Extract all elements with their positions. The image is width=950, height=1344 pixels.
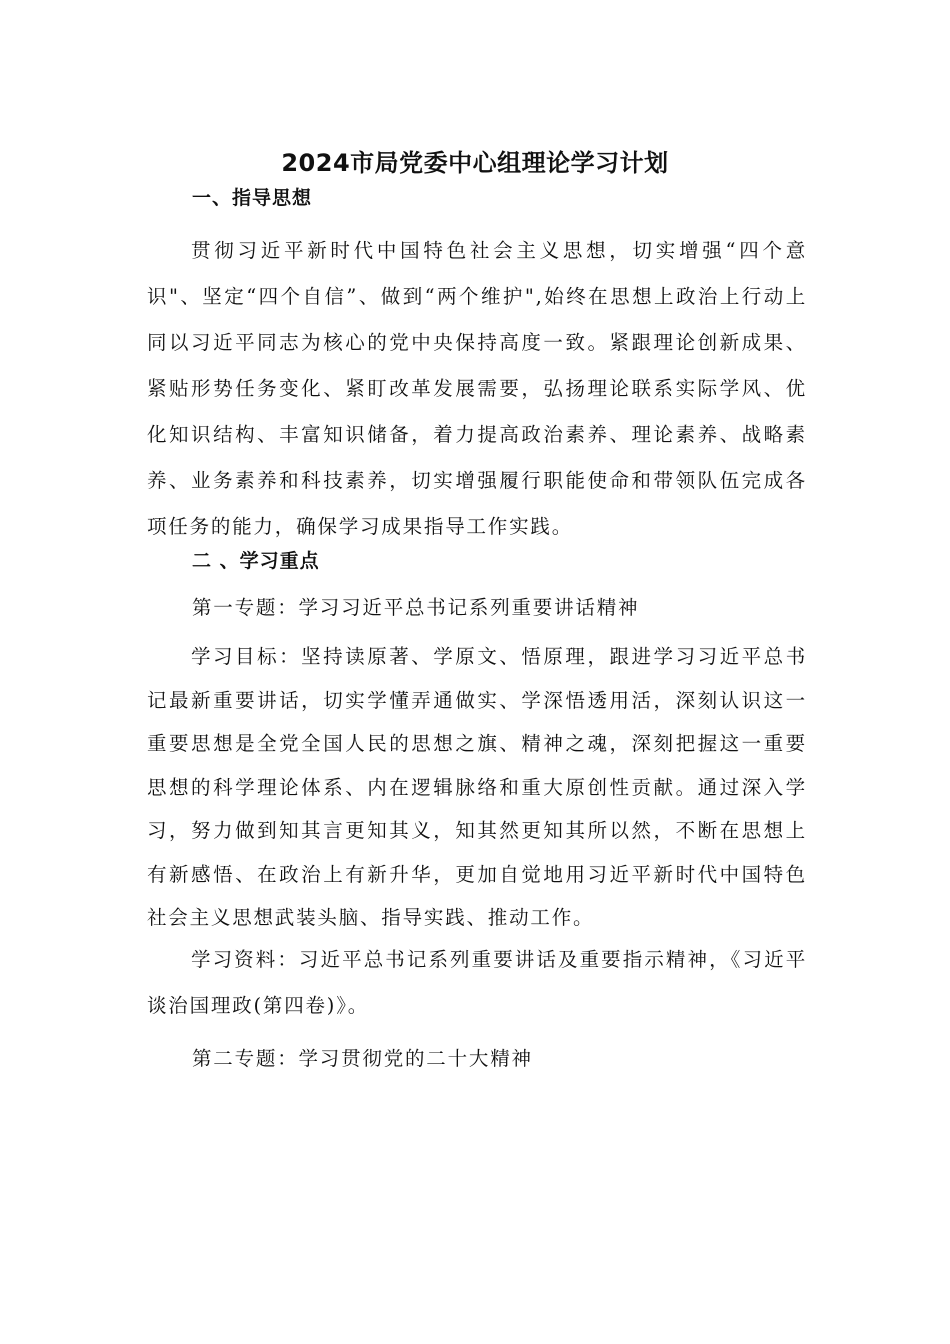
section-heading-guiding-ideology: 一、指导思想 <box>192 187 313 209</box>
guiding-ideology-paragraph: 贯彻习近平新时代中国特色社会主义思想，切实增强“四个意识"、坚定“四个自信”、做到“两个维护",始终在思想上政治上行动上同以习近平同志为核心的党中央保持高度一致。紧跟理论创新成果、紧贴形势任务变化、紧盯改革发展需要，弘扬理论联系实际学风、优化知识结构、丰富知识储备，着力提高政治素养、理论素养、战略素养、业务素养和科技素养，切实增强履行职能使命和带领队伍完成各项任务的能力，确保学习成果指导工作实践。 <box>147 239 807 538</box>
topic-1-goal-paragraph: 学习目标：坚持读原著、学原文、悟原理，跟进学习习近平总书记最新重要讲话，切实学懂弄通做实、学深悟透用活，深刻认识这一重要思想是全党全国人民的思想之旗、精神之魂，深刻把握这一重要思想的科学理论体系、内在逻辑脉络和重大原创性贡献。通过深入学习，努力做到知其言更知其义，知其然更知其所以然，不断在思想上有新感悟、在政治上有新升华，更加自觉地用习近平新时代中国特色社会主义思想武装头脑、指导实践、推动工作。 <box>147 645 807 929</box>
topic-2-title: 第二专题：学习贯彻党的二十大精神 <box>192 1047 533 1070</box>
topic-1-materials-paragraph: 学习资料：习近平总书记系列重要讲话及重要指示精神，《习近平谈治国理政(第四卷)》。 <box>147 948 807 1017</box>
section-heading-study-focus: 二 、学习重点 <box>192 550 320 572</box>
document-title: 2024市局党委中心组理论学习计划 <box>281 149 669 177</box>
topic-1-title: 第一专题：学习习近平总书记系列重要讲话精神 <box>192 596 640 619</box>
